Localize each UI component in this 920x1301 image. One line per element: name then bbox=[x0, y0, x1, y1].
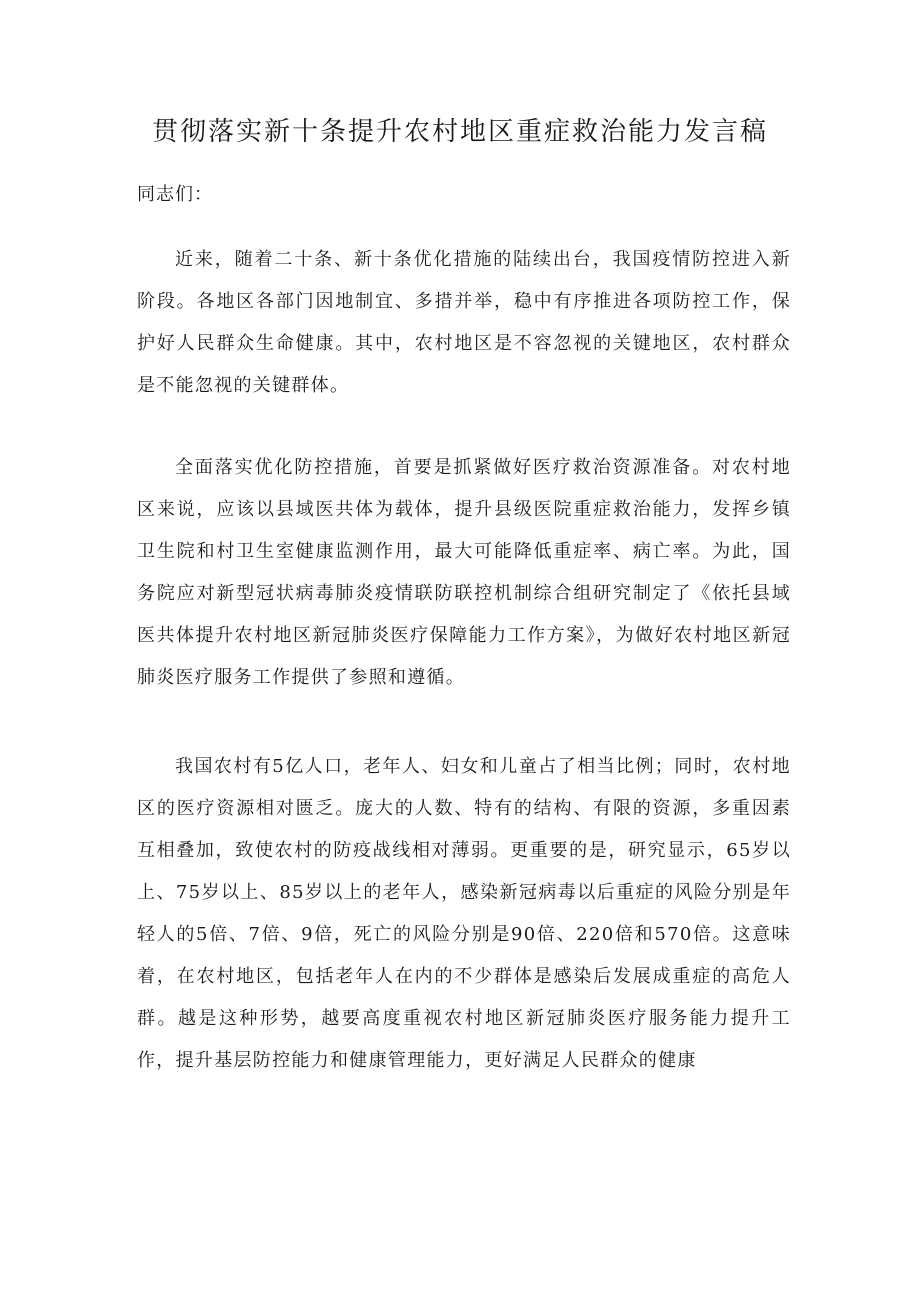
document-title: 贯彻落实新十条提升农村地区重症救治能力发言稿 bbox=[151, 117, 768, 147]
paragraph-3: 我国农村有5亿人口，老年人、妇女和儿童占了相当比例；同时，农村地区的医疗资源相对匮乏。庞大的人数、特有的结构、有限的资源，多重因素互相叠加，致使农村的防疫战线相对薄弱。更重要的是，研究显示，65岁以上、75岁以上、85岁以上的老年人，感染新冠病毒以后重症的风险分别是年轻人的5倍、7倍、9倍，死亡的风险分别是90倍、220倍和570倍。这意味着，在农村地区，包括老年人在内的不少群体是感染后发展成重症的高危人群。越是这种形势，越要高度重视农村地区新冠肺炎医疗服务能力提升工作，提升基层防控能力和健康管理能力，更好满足人民群众的健康 bbox=[137, 756, 791, 1071]
paragraph-1: 近来，随着二十条、新十条优化措施的陆续出台，我国疫情防控进入新阶段。各地区各部门因地制宜、多措并举，稳中有序推进各项防控工作，保护好人民群众生命健康。其中，农村地区是不容忽视的关键地区，农村群众是不能忽视的关键群体。 bbox=[137, 249, 791, 396]
salutation: 同志们： bbox=[137, 184, 213, 205]
paragraph-2: 全面落实优化防控措施，首要是抓紧做好医疗救治资源准备。对农村地区来说，应该以县域医共体为载体，提升县级医院重症救治能力，发挥乡镇卫生院和村卫生室健康监测作用，最大可能降低重症率、病亡率。为此，国务院应对新型冠状病毒肺炎疫情联防联控机制综合组研究制定了《依托县域医共体提升农村地区新冠肺炎医疗保障能力工作方案》，为做好农村地区新冠肺炎医疗服务工作提供了参照和遵循。 bbox=[137, 457, 791, 688]
